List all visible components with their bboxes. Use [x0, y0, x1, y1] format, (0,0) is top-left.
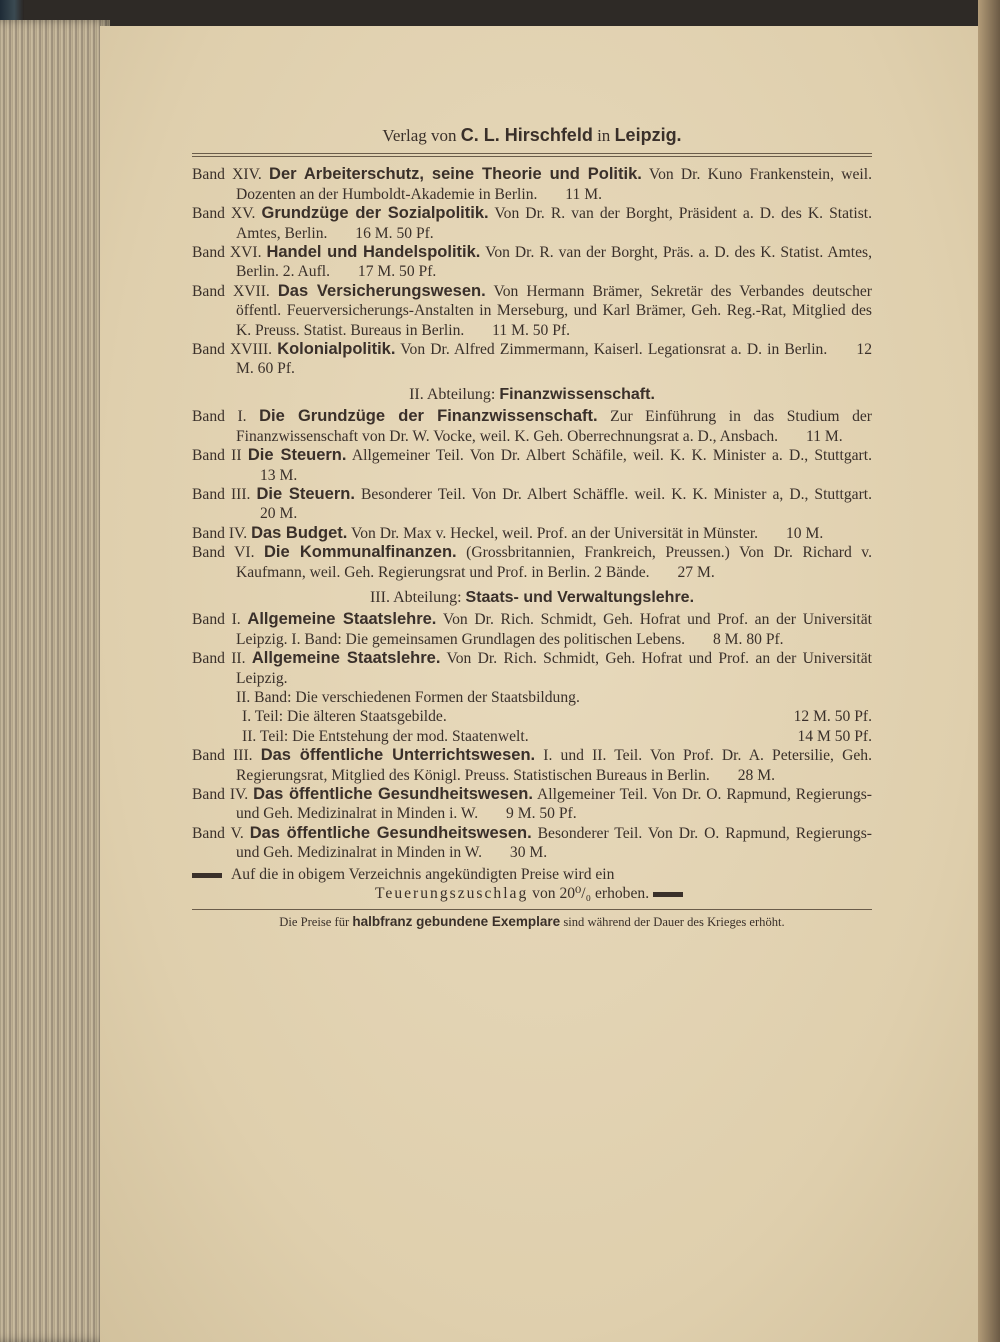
volume-price: 9 M. 50 Pf.: [506, 805, 577, 823]
ornament-bar-left: [192, 873, 222, 878]
volume-number: Band XV.: [192, 205, 256, 223]
catalog-entry: [192, 243, 872, 282]
volume-description: Besonderer Teil. Von Dr. Albert Schäffle. weil. K. K. Minister a, D., Stuttgart.: [360, 485, 873, 503]
volume-number: Band V.: [192, 824, 244, 842]
entries-part1: [192, 165, 872, 378]
volume-title: Allgemeine Staatslehre.: [251, 649, 441, 668]
header-rule: [192, 153, 872, 157]
volume-title: Handel und Handelspolitik.: [266, 243, 481, 262]
catalog-entry: [192, 485, 872, 524]
volume-title: Das öffentliche Gesundheitswesen.: [253, 785, 533, 803]
volume-number: Band XVI.: [192, 244, 262, 262]
volume-price: 11 M. 50 Pf.: [492, 321, 571, 339]
volume-description: Allgemeiner Teil. Von Dr. O. Rapmund, Regierungs- und Geh. Medizinalrat in Minden i. W.: [236, 786, 873, 823]
catalog-entry: [192, 165, 872, 204]
volume-number: Band I.: [192, 611, 241, 629]
volume-price: 16 M. 50 Pf.: [355, 224, 434, 242]
subline-price: 12 M. 50 Pf.: [793, 708, 872, 726]
volume-price: 11 M.: [565, 185, 602, 203]
book-cover-edge: [978, 0, 1000, 1342]
volume-number: Band II.: [192, 650, 246, 668]
footnote-pre: Die Preise für: [279, 915, 350, 930]
price-surcharge-notice: [192, 865, 872, 904]
ornament-bar-right: [653, 892, 683, 897]
catalog-entry: [192, 407, 872, 446]
volume-description: Allgemeiner Teil. Von Dr. Albert Schäfile, weil. K. K. Minister a. D., Stuttgart.: [351, 447, 872, 465]
volume-description: Zur Einführung in das Studium der Finanzwissenschaft von Dr. W. Vocke, weil. K. Geh. Oberrechnungsrat a. D., Ansbach.: [236, 408, 873, 445]
publisher-header: [192, 126, 872, 145]
volume-title: Die Steuern.: [247, 446, 347, 465]
volume-price: 10 M.: [785, 524, 824, 542]
volume-title: Kolonialpolitik.: [277, 340, 396, 359]
volume-description: Von Dr. R. van der Borght, Präsident a. D. des K. Statist. Amtes, Berlin.: [236, 205, 872, 242]
entries-part2: [192, 407, 872, 582]
volume-number: Band II: [192, 447, 242, 465]
volume-number: Band IV.: [192, 786, 249, 803]
volume-price: 11 M.: [805, 427, 843, 445]
volume-price: 20 M.: [260, 505, 298, 523]
entries-part3b: [192, 746, 872, 862]
volume-title: Das öffentliche Unterrichtswesen.: [260, 746, 536, 765]
volume-number: Band III.: [192, 485, 251, 503]
volume-number: Band IV.: [192, 524, 248, 542]
catalog-entry: [192, 785, 872, 824]
catalog-entry: [192, 340, 872, 379]
subline-text: I. Teil: Die älteren Staatsgebilde.: [242, 708, 447, 726]
volume-title: Die Kommunalfinanzen.: [264, 543, 457, 562]
volume-title: Allgemeine Staatslehre.: [247, 610, 437, 629]
volume-number: Band VI.: [192, 544, 255, 562]
notice-line2-rest: von 20⁰/₀ erhoben.: [532, 885, 650, 903]
header-city: Leipzig.: [614, 125, 682, 145]
notice-line1: Auf die in obigem Verzeichnis angekündigten Preise wird ein: [231, 865, 615, 883]
volume-description: Von Dr. Rich. Schmidt, Geh. Hofrat und Prof. an der Universität Leipzig.: [236, 650, 872, 687]
footnote-bold: halbfranz gebundene Exemplare: [352, 914, 561, 930]
volume-title: Die Steuern.: [256, 484, 355, 503]
volume-description: Besonderer Teil. Von Dr. O. Rapmund, Regierungs- und Geh. Medizinalrat in Minden in W.: [236, 824, 872, 862]
section-label: II. Abteilung:: [409, 385, 496, 403]
volume-number: Band XVIII.: [192, 341, 273, 359]
volume-price: 28 M.: [737, 766, 775, 784]
header-in: in: [597, 126, 611, 145]
volume-title: Das Budget.: [251, 523, 348, 542]
volume-title: Das öffentliche Gesundheitswesen.: [249, 823, 532, 842]
catalog-entry: [192, 649, 872, 688]
volume-description: Von Hermann Brämer, Sekretär des Verbandes deutscher öffentl. Feuerversicherungs-Anstalten in Merseburg, und Karl Brämer, Geh. Reg.-Rat, Mitglied des K. Preuss. Statist. Bureaus in Berlin.: [236, 282, 872, 339]
footnote-rule: [192, 909, 872, 910]
section-title: Finanzwissenschaft.: [499, 385, 655, 403]
volume-description: I. und II. Teil. Von Prof. Dr. A. Petersilie, Geh. Regierungsrat, Mitglied des Königl. Preuss. Statistischen Bureaus in Berlin.: [236, 747, 872, 784]
volume-price: 8 M. 80 Pf.: [712, 630, 784, 648]
volume-price: 30 M.: [509, 844, 548, 862]
catalog-entry: [192, 204, 872, 243]
volume-description: Von Dr. R. van der Borght, Präs. a. D. des K. Statist. Amtes, Berlin. 2. Aufl.: [236, 244, 872, 281]
section-label: III. Abteilung:: [369, 588, 462, 606]
volume-title: Der Arbeiterschutz, seine Theorie und Politik.: [269, 165, 642, 184]
volume-price: 12 M. 60 Pf.: [236, 341, 872, 378]
subline-price: 14 M 50 Pf.: [797, 727, 872, 745]
catalog-entry: [192, 524, 872, 543]
volume-description: Von Dr. Alfred Zimmermann, Kaiserl. Legationsrat a. D. in Berlin.: [400, 341, 828, 359]
volume-number: Band XIV.: [192, 166, 262, 184]
subline-text: II. Teil: Die Entstehung der mod. Staatenwelt.: [242, 727, 529, 745]
volume-number: Band XVII.: [192, 282, 270, 300]
catalog-entry: [192, 746, 872, 785]
entries-part3a: [192, 610, 872, 688]
volume-description: Von Dr. Rich. Schmidt, Geh. Hofrat und Prof. an der Universität Leipzig. I. Band: Die gemeinsamen Grundlagen des politischen Lebens.: [236, 611, 872, 648]
volume-title: Grundzüge der Sozialpolitik.: [261, 204, 489, 223]
header-publisher: C. L. Hirschfeld: [460, 125, 593, 145]
binding-footnote: [192, 914, 872, 930]
volume-title: Das Versicherungswesen.: [277, 281, 486, 300]
footnote-post: sind während der Dauer des Krieges erhöht.: [563, 915, 785, 930]
catalog-entry: [192, 446, 872, 485]
volume-price: 27 M.: [677, 563, 715, 581]
volume-number: Band I.: [192, 408, 247, 426]
section-heading-2: [192, 385, 872, 404]
volume-description: (Grossbritannien, Frankreich, Preussen.) Von Dr. Richard v. Kaufmann, weil. Geh. Regierungsrat und Prof. in Berlin. 2 Bände.: [236, 544, 872, 581]
catalog-entry: [192, 824, 872, 863]
volume-description: Von Dr. Max v. Heckel, weil. Prof. an der Universität in Münster.: [350, 524, 759, 542]
volume-title: Die Grundzüge der Finanzwissenschaft.: [259, 407, 598, 426]
section-title: Staats- und Verwaltungslehre.: [465, 588, 695, 606]
header-prefix: Verlag von: [382, 126, 457, 145]
page-stack-edge: [0, 20, 110, 1342]
catalog-entry: [192, 610, 872, 649]
volume-price: 13 M.: [260, 466, 298, 484]
volume-description: Von Dr. Kuno Frankenstein, weil. Dozenten an der Humboldt-Akademie in Berlin.: [236, 166, 872, 203]
notice-line2: [192, 884, 872, 903]
catalog-entry: [192, 543, 872, 582]
page-content: [192, 126, 872, 930]
volume-number: Band III.: [192, 747, 253, 765]
band2-part2: [192, 727, 872, 746]
band2-subvolume-intro: II. Band: Die verschiedenen Formen der Staatsbildung.: [236, 688, 580, 706]
section-heading-3: [192, 588, 872, 607]
band2-part1: [192, 707, 872, 726]
volume-price: 17 M. 50 Pf.: [357, 263, 437, 281]
notice-spaced-word: Teuerungszuschlag: [374, 885, 529, 903]
catalog-entry: [192, 282, 872, 340]
